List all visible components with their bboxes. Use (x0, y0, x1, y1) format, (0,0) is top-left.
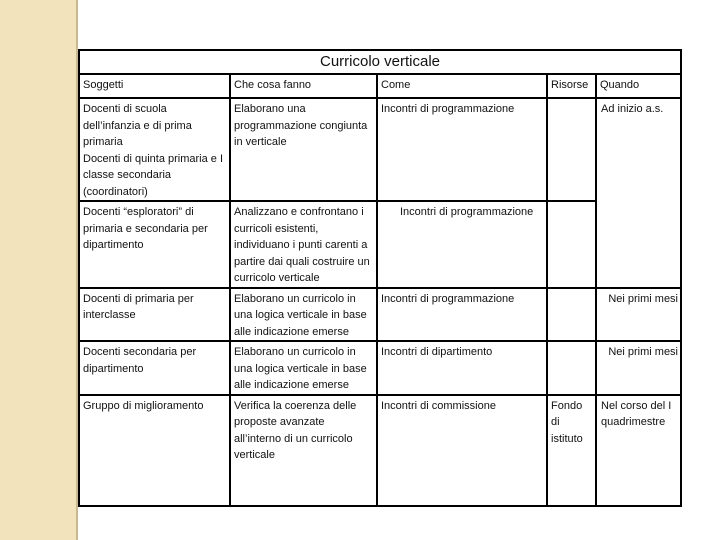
curricolo-table (78, 49, 682, 507)
cell-soggetti (79, 201, 230, 288)
cell-line: istituto (551, 432, 583, 445)
cell-quando: Nei primi mesi (596, 288, 681, 342)
cell-line: primaria (83, 136, 123, 148)
header-risorse: Risorse (547, 74, 596, 98)
cell-soggetti (79, 288, 230, 342)
header-come: Come (377, 74, 547, 98)
cell-line: Nel corso del I (601, 399, 672, 412)
cell-line: Elaborano una (234, 103, 306, 115)
cell-line: una logica verticale in base (234, 309, 367, 321)
cell-risorse (547, 395, 596, 507)
cell-line: classe secondaria (83, 169, 172, 181)
cell-line: Verifica la coerenza delle (234, 399, 357, 412)
cell-come: Incontri di programmazione (377, 201, 547, 288)
cell-line: Docenti secondaria per (83, 346, 197, 358)
cell-line: partire dai quali costruire un (234, 255, 370, 268)
cell-risorse (547, 341, 596, 395)
cell-line: all’interno di un curricolo (234, 432, 353, 445)
cell-risorse (547, 288, 596, 342)
cell-line: alle indicazione emerse (234, 325, 349, 338)
cell-line: Docenti “esploratori” di (83, 206, 194, 218)
header-che-cosa-fanno: Che cosa fanno (230, 74, 377, 98)
cell-line: Elaborano un curricolo in (234, 292, 356, 305)
cell-line: Gruppo di miglioramento (83, 399, 204, 412)
cell-soggetti (79, 341, 230, 395)
cell-che-cosa-fanno (230, 341, 377, 395)
decorative-side-strip (0, 0, 78, 540)
cell-quando: Nei primi mesi (596, 341, 681, 395)
cell-line: alle indicazione emerse (234, 379, 349, 391)
cell-line: dell’infanzia e di prima (83, 119, 192, 132)
cell-line: (coordinatori) (83, 185, 148, 198)
cell-che-cosa-fanno (230, 395, 377, 507)
cell-line: dipartimento (83, 362, 144, 375)
cell-line: curricolo verticale (234, 272, 320, 284)
cell-line: curricoli esistenti, (234, 222, 319, 235)
cell-line: Analizzano e confrontano i (234, 206, 364, 218)
cell-come: Incontri di programmazione (377, 288, 547, 342)
cell-soggetti (79, 395, 230, 507)
cell-line: verticale (234, 449, 275, 461)
cell-che-cosa-fanno (230, 201, 377, 288)
cell-come: Incontri di programmazione (377, 98, 547, 201)
cell-line: primaria e secondaria per (83, 222, 208, 235)
cell-line: interclasse (83, 309, 136, 321)
table-row (79, 201, 681, 288)
table-row (79, 341, 681, 395)
cell-line: Elaborano un curricolo in (234, 346, 356, 358)
cell-risorse (547, 98, 596, 201)
header-soggetti: Soggetti (79, 74, 230, 98)
cell-line: quadrimestre (601, 416, 666, 428)
cell-line: una logica verticale in base (234, 362, 367, 375)
cell-quando (596, 395, 681, 507)
table-row (79, 288, 681, 342)
cell-line: in verticale (234, 136, 287, 148)
table-row (79, 395, 681, 507)
cell-line: Docenti di quinta primaria e I (83, 152, 224, 165)
cell-risorse (547, 201, 596, 288)
cell-line: Docenti di scuola (83, 103, 167, 115)
cell-line: proposte avanzate (234, 416, 325, 428)
cell-che-cosa-fanno (230, 288, 377, 342)
table-row (79, 98, 681, 201)
cell-quando: Ad inizio a.s. (596, 98, 681, 288)
cell-line: Fondo di (551, 399, 583, 428)
cell-come: Incontri di dipartimento (377, 341, 547, 395)
cell-line: Docenti di primaria per (83, 292, 194, 305)
cell-line: programmazione congiunta (234, 119, 368, 132)
cell-che-cosa-fanno (230, 98, 377, 201)
table-title: Curricolo verticale (79, 50, 681, 74)
cell-line: dipartimento (83, 239, 144, 251)
cell-come: Incontri di commissione (377, 395, 547, 507)
cell-line: individuano i punti carenti a (234, 239, 368, 251)
cell-soggetti (79, 98, 230, 201)
header-quando: Quando (596, 74, 681, 98)
